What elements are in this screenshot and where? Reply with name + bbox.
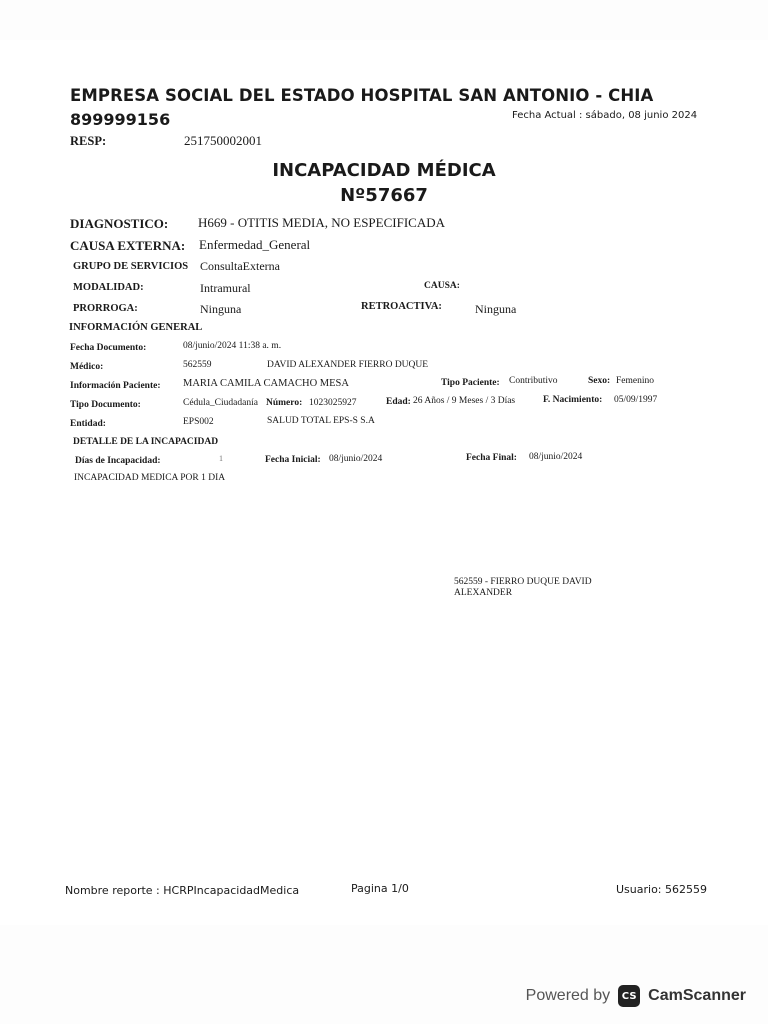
fecha-documento-value: 08/junio/2024 11:38 a. m. [183,341,282,351]
sexo-label: Sexo: [588,376,611,386]
camscanner-brand: CamScanner [648,987,746,1004]
causa-externa-label: CAUSA EXTERNA: [70,238,186,253]
entidad-label: Entidad: [70,419,106,429]
fecha-final-value: 08/junio/2024 [529,452,583,462]
fecha-inicial-label: Fecha Inicial: [265,455,321,465]
modalidad-value: Intramural [200,281,251,295]
entidad-name: SALUD TOTAL EPS-S S.A [267,416,375,426]
edad-value: 26 Años / 9 Meses / 3 Días [413,396,516,406]
paciente-label: Información Paciente: [70,381,161,391]
dias-incapacidad-label: Días de Incapacidad: [75,456,161,466]
tipo-paciente-label: Tipo Paciente: [441,378,500,388]
fecha-inicial-value: 08/junio/2024 [329,454,383,464]
numero-label: Número: [266,398,303,408]
detalle-title: DETALLE DE LA INCAPACIDAD [73,437,219,447]
medico-name: DAVID ALEXANDER FIERRO DUQUE [267,360,429,370]
resp-value: 251750002001 [184,133,262,148]
diagnostico-label: DIAGNOSTICO: [70,216,169,231]
nacimiento-value: 05/09/1997 [614,395,658,405]
edad-label: Edad: [386,397,411,407]
tipo-documento-value: Cédula_Ciudadanía [183,398,258,408]
hospital-name: EMPRESA SOCIAL DEL ESTADO HOSPITAL SAN ANTONIO - CHIA [70,86,654,105]
medico-id: 562559 [183,360,212,370]
document-title: INCAPACIDAD MÉDICA [272,160,496,181]
causa-label: CAUSA: [424,281,460,291]
camscanner-logo-icon: CS [618,985,640,1007]
medico-label: Médico: [70,362,104,372]
camscanner-watermark [526,985,746,1007]
page-number: Pagina 1/0 [351,882,409,895]
grupo-servicios-label: GRUPO DE SERVICIOS [73,261,189,272]
tipo-paciente-value: Contributivo [509,376,558,386]
signature-line-2: ALEXANDER [454,588,513,598]
report-name: Nombre reporte : HCRPIncapacidadMedica [65,884,300,897]
nacimiento-label: F. Nacimiento: [543,395,603,405]
prorroga-label: PRORROGA: [73,303,138,314]
powered-by-text: Powered by [525,987,611,1004]
signature-line-1: 562559 - FIERRO DUQUE DAVID [454,577,592,587]
fecha-final-label: Fecha Final: [466,453,517,463]
retroactiva-label: RETROACTIVA: [361,301,442,312]
dias-incapacidad-value: 1 [219,454,223,463]
numero-value: 1023025927 [309,398,357,408]
paciente-name: MARIA CAMILA CAMACHO MESA [183,378,349,389]
current-date: Fecha Actual : sábado, 08 junio 2024 [512,110,698,121]
grupo-servicios-value: ConsultaExterna [200,259,280,273]
fecha-documento-label: Fecha Documento: [70,343,147,353]
document-number: Nº57667 [340,185,428,206]
diagnostico-value: H669 - OTITIS MEDIA, NO ESPECIFICADA [198,215,445,230]
modalidad-label: MODALIDAD: [73,282,144,293]
usuario: Usuario: 562559 [616,883,707,896]
sexo-value: Femenino [616,376,654,386]
incapacidad-description: INCAPACIDAD MEDICA POR 1 DIA [74,473,226,483]
tipo-documento-label: Tipo Documento: [70,400,141,410]
retroactiva-value: Ninguna [475,302,517,316]
nit-number: 899999156 [70,110,171,129]
entidad-code: EPS002 [183,417,214,427]
prorroga-value: Ninguna [200,302,242,316]
causa-externa-value: Enfermedad_General [199,237,311,252]
informacion-general-title: INFORMACIÓN GENERAL [69,322,203,333]
resp-label: RESP: [70,134,107,148]
